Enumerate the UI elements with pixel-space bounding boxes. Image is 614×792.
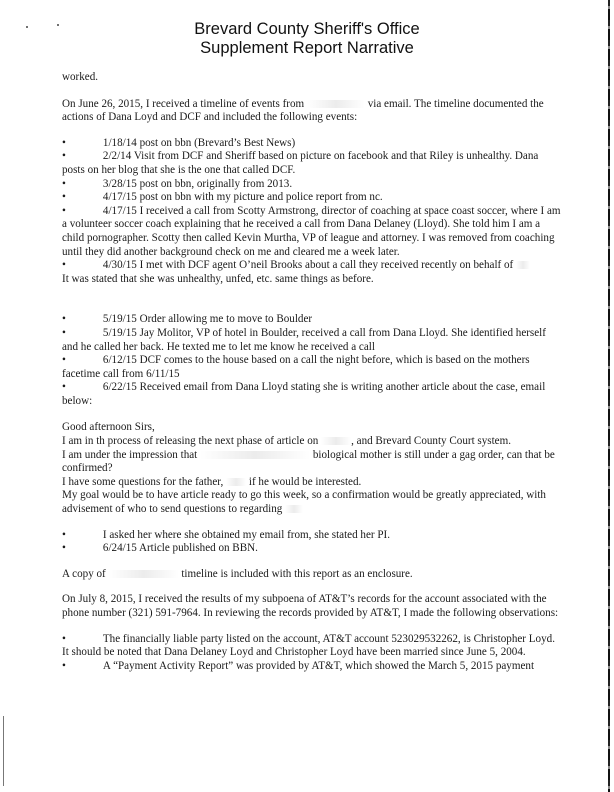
timeline-item: • 6/22/15 Received email from Dana Lloyd stating she is writing another article about the case, email below:	[62, 381, 546, 407]
observation-list	[62, 633, 562, 674]
timeline-item: • 1/18/14 post on bbn (Brevard’s Best News)	[62, 136, 296, 149]
narrative-paragraph: A copy of timeline is included with this report as an enclosure.	[62, 567, 413, 580]
email-line: I am in th process of releasing the next phase of article on , and Brevard County Court system.	[62, 435, 512, 448]
timeline-item: • 5/19/15 Jay Molitor, VP of hotel in Boulder, received a call from Dana Lloyd. She identified herself and he called her back. He texted me to let me know he received a call	[62, 326, 546, 353]
redaction	[321, 437, 351, 445]
scan-edge-right	[608, 0, 610, 792]
timeline-item: • 3/28/15 post on bbn, originally from 2013.	[62, 177, 293, 190]
timeline-item: • I asked her where she obtained my email from, she stated her PI.	[62, 528, 391, 541]
narrative-body	[62, 71, 562, 673]
timeline-list-2	[62, 313, 562, 408]
observation-item: • A “Payment Activity Report” was provided by AT&T, which showed the March 5, 2015 payment	[62, 659, 535, 672]
timeline-item: • 5/19/15 Order allowing me to move to Boulder	[62, 313, 313, 326]
observation-item: • The financially liable party listed on the account, AT&T account 523029532262, is Christopher Loyd. It should be noted that Dana Delaney Loyd and Christopher Loyd have been married since June 5, 2004.	[62, 632, 555, 659]
narrative-line: worked.	[62, 71, 99, 83]
quoted-email	[62, 421, 562, 516]
timeline-item: • 2/2/14 Visit from DCF and Sheriff based on picture on facebook and that Riley is unhealthy. Dana posts on her blog that she is the one that called DCF.	[62, 150, 539, 176]
redaction	[109, 570, 179, 578]
report-header	[0, 20, 614, 58]
report-subtitle: Supplement Report Narrative	[200, 39, 414, 57]
redaction	[516, 261, 530, 269]
timeline-item: • 4/17/15 I received a call from Scotty Armstrong, director of coaching at space coast soccer, where I am a volunteer soccer coach explaining that he received a call from Dana Delaney (Lloyd). She told him I am a child pornographer. Scotty then called Kevin Murtha, VP of league and attorney. I was removed from coaching until they did another background check on me and cleared me a week later.	[62, 204, 561, 258]
timeline-item: • 6/24/15 Article published on BBN.	[62, 542, 258, 555]
timeline-item: • 4/30/15 I met with DCF agent O’neil Brooks about a call they received recently on behalf of	[62, 259, 562, 273]
email-line: I have some questions for the father, if he would be interested.	[62, 475, 362, 488]
narrative-paragraph: On June 26, 2015, I received a timeline of events from via email. The timeline documented the actions of Dana Loyd and DCF and included the following events:	[62, 97, 544, 124]
email-greeting: Good afternoon Sirs,	[62, 421, 155, 434]
agency-title: Brevard County Sheriff's Office	[194, 20, 420, 38]
narrative-paragraph: On July 8, 2015, I received the results of my subpoena of AT&T’s records for the account associated with the phone number (321) 591-7964. In reviewing the records provided by AT&T, I made the following observations:	[62, 593, 559, 619]
redaction	[285, 505, 303, 513]
timeline-list-1	[62, 137, 562, 287]
redaction	[226, 478, 246, 486]
redaction	[200, 451, 310, 459]
redaction	[307, 100, 365, 108]
scan-edge-left	[3, 716, 4, 786]
email-line: My goal would be to have article ready to go this week, so a confirmation would be greatly appreciated, with advisement of who to send questions to regarding	[62, 489, 546, 516]
narrative-line: It was stated that she was unhealthy, unfed, etc. same things as before.	[62, 272, 374, 285]
timeline-list-3	[62, 529, 562, 556]
email-line: I am under the impression that biological mother is still under a gag order, can that be confirmed?	[62, 448, 555, 475]
timeline-item: • 6/12/15 DCF comes to the house based on a call the night before, which is based on the mothers facetime call from 6/11/15	[62, 354, 530, 380]
timeline-item: • 4/17/15 post on bbn with my picture and police report from nc.	[62, 191, 383, 204]
